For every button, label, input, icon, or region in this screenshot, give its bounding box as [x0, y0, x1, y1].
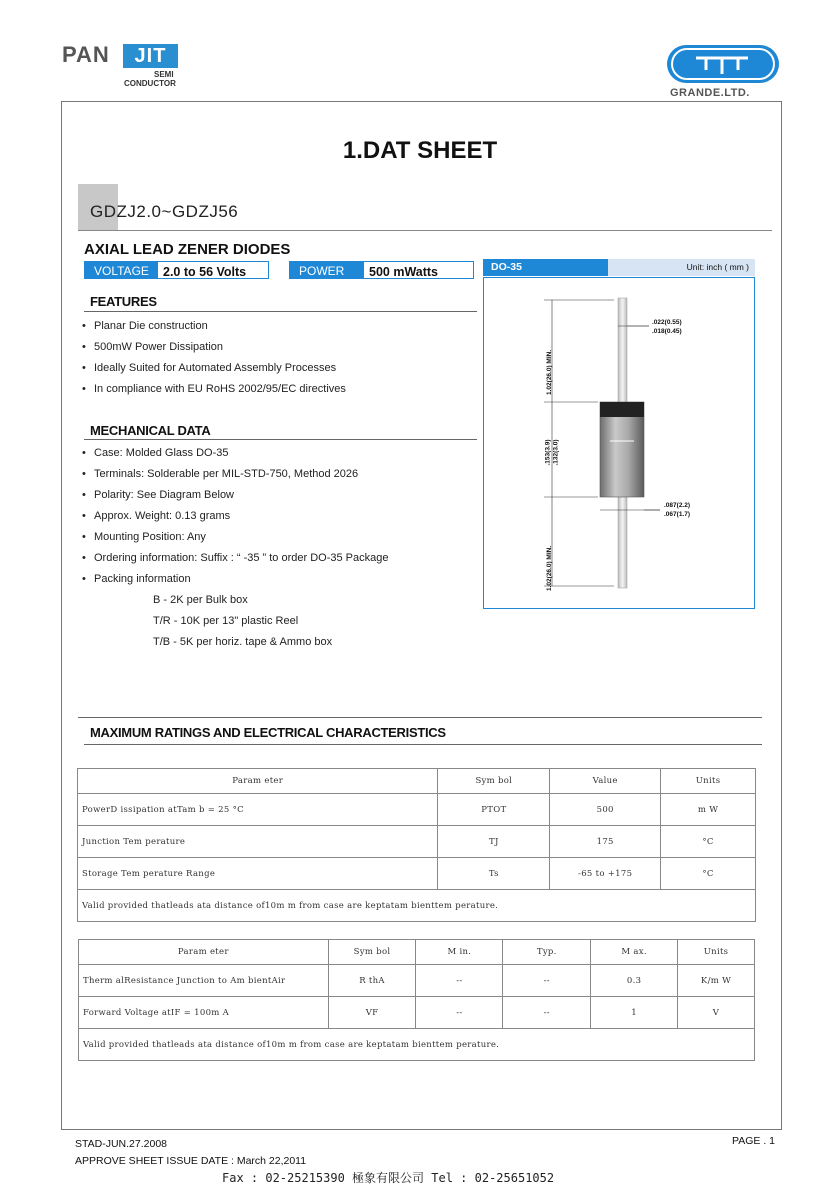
package-label: DO-35 — [483, 259, 608, 276]
table-cell: Forward Voltage atIF = 100m A — [79, 997, 329, 1029]
table-note: Valid provided thatleads ata distance of10m m from case are keptatam bienttem perature. — [78, 890, 756, 922]
table-cell: -- — [416, 997, 503, 1029]
table-cell: °C — [661, 858, 756, 890]
table-header-cell: Typ. — [503, 940, 591, 965]
features-divider — [84, 311, 477, 312]
table-cell: Ts — [438, 858, 550, 890]
table-cell: K/m W — [678, 965, 755, 997]
approve-date: APPROVE SHEET ISSUE DATE : March 22,2011 — [75, 1155, 307, 1167]
table-cell: m W — [661, 794, 756, 826]
table-cell: -- — [503, 965, 591, 997]
panjit-logo — [62, 40, 192, 90]
table-row — [78, 794, 756, 826]
table-header-row — [79, 940, 755, 965]
features-heading: FEATURES — [90, 294, 157, 309]
table-header-cell: M in. — [416, 940, 503, 965]
panjit-logo-semi: SEMI — [154, 70, 174, 79]
part-number: GDZJ2.0~GDZJ56 — [90, 202, 239, 221]
power-label: POWER — [289, 261, 363, 279]
ratings-table — [77, 768, 756, 922]
table-note-row — [78, 890, 756, 922]
ratings-top-divider — [78, 717, 762, 718]
mechanical-divider — [84, 439, 477, 440]
table-cell: °C — [661, 826, 756, 858]
table-cell: PTOT — [438, 794, 550, 826]
table-header-cell: Param eter — [78, 769, 438, 794]
table-cell: Junction Tem perature — [78, 826, 438, 858]
table-note-row — [79, 1029, 755, 1061]
dim-lead-bottom: 1.02(26.0) MIN. — [546, 545, 553, 591]
table-cell: 500 — [550, 794, 661, 826]
table-cell: 1 — [591, 997, 678, 1029]
table-cell: Storage Tem perature Range — [78, 858, 438, 890]
power-value: 500 mWatts — [363, 261, 474, 279]
panjit-logo-jit: JIT — [123, 44, 178, 68]
table-header-row — [78, 769, 756, 794]
ratings-divider — [84, 744, 762, 745]
table-note: Valid provided thatleads ata distance of10m m from case are keptatam bienttem perature. — [79, 1029, 755, 1061]
table-row — [79, 965, 755, 997]
product-subtitle: AXIAL LEAD ZENER DIODES — [84, 241, 291, 258]
table-cell: 0.3 — [591, 965, 678, 997]
table-row — [79, 997, 755, 1029]
packing-reel: T/R - 10K per 13" plastic Reel — [153, 615, 299, 627]
package-drawing-box — [483, 277, 755, 609]
dim-lead-top: 1.02(26.0) MIN. — [546, 349, 553, 395]
do35-outline-drawing — [484, 278, 754, 608]
table-cell: 175 — [550, 826, 661, 858]
panjit-logo-conductor: CONDUCTOR — [124, 79, 176, 88]
dim-lead-diameter: .022(0.55) .018(0.45) — [652, 319, 682, 335]
table-header-cell: Units — [661, 769, 756, 794]
table-header-cell: Sym bol — [438, 769, 550, 794]
grande-emblem-icon — [666, 44, 780, 84]
package-unit: Unit: inch ( mm ) — [686, 262, 749, 272]
table-cell: -- — [416, 965, 503, 997]
table-cell: PowerD issipation atTam b = 25 °C — [78, 794, 438, 826]
table-header-cell: Value — [550, 769, 661, 794]
doc-code: STAD-JUN.27.2008 — [75, 1138, 168, 1150]
page-title: 1.DAT SHEET — [342, 137, 498, 164]
table-cell: -65 to +175 — [550, 858, 661, 890]
grande-logo — [664, 44, 784, 102]
page-number: PAGE . 1 — [732, 1135, 775, 1147]
ratings-heading: MAXIMUM RATINGS AND ELECTRICAL CHARACTERISTICS — [90, 725, 446, 740]
table-header-cell: Sym bol — [328, 940, 416, 965]
table-cell: V — [678, 997, 755, 1029]
table-cell: VF — [328, 997, 416, 1029]
part-number-divider — [78, 230, 772, 231]
packing-bulk: B - 2K per Bulk box — [153, 594, 248, 606]
voltage-label: VOLTAGE — [84, 261, 158, 279]
table-cell: -- — [503, 997, 591, 1029]
table-cell: TJ — [438, 826, 550, 858]
panjit-logo-pan: PAN — [62, 42, 110, 67]
table-header-cell: Units — [678, 940, 755, 965]
thermal-table — [78, 939, 755, 1061]
table-row — [78, 826, 756, 858]
table-cell: R thA — [328, 965, 416, 997]
voltage-value: 2.0 to 56 Volts — [158, 261, 269, 279]
grande-logo-text: GRANDE.LTD. — [670, 87, 750, 99]
dim-body-diameter: .087(2.2) .067(1.7) — [664, 502, 691, 518]
contact-line: Fax : 02-25215390 極象有限公司 Tel : 02-25651052 — [222, 1171, 555, 1185]
package-header — [483, 259, 755, 276]
table-header-cell: Param eter — [79, 940, 329, 965]
table-row — [78, 858, 756, 890]
table-cell: Therm alResistance Junction to Am bientAir — [79, 965, 329, 997]
packing-ammo: T/B - 5K per horiz. tape & Ammo box — [153, 636, 333, 648]
dim-body-length: .153(3.9) .132(3.0) — [544, 439, 560, 466]
mechanical-heading: MECHANICAL DATA — [90, 423, 211, 438]
table-header-cell: M ax. — [591, 940, 678, 965]
